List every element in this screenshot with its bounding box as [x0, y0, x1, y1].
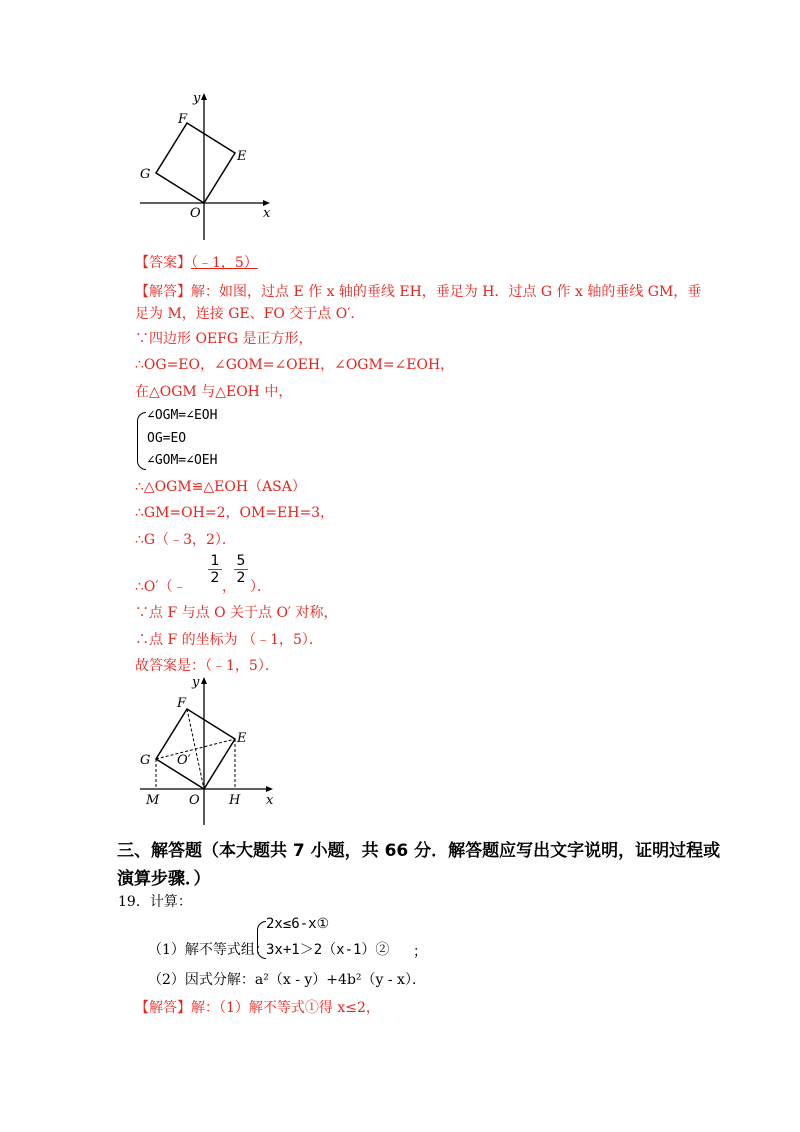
inequality-1: 2x≤6-x①	[266, 916, 330, 932]
fraction-2-num: 5	[236, 553, 246, 569]
solution-line-4: ∴OG=EO，∠GOM=∠OEH，∠OGM=∠EOH，	[135, 357, 455, 373]
fig2-label-H: H	[229, 793, 241, 808]
fig2-label-G: G	[140, 753, 151, 768]
system-eq-2: OG=EO	[147, 431, 187, 446]
system-brace	[137, 412, 146, 470]
solution-line-3: ∵四边形 OEFG 是正方形，	[135, 331, 313, 347]
inequality-brace	[257, 921, 266, 959]
solution-line-11: ∴点 F 的坐标为 （﹣1，5）．	[135, 632, 323, 648]
system-eq-1: ∠OGM=∠EOH	[147, 408, 218, 423]
fraction-1	[208, 553, 222, 586]
fig1-label-y: y	[193, 91, 201, 106]
system-eq-3: ∠GOM=∠OEH	[147, 453, 218, 468]
fig2-label-F: F	[177, 696, 187, 711]
fig2-label-Oprime: O′	[177, 753, 191, 768]
q19-solution-line	[135, 998, 380, 1018]
fig1-label-F: F	[178, 112, 188, 127]
fraction-1-den: 2	[208, 569, 222, 586]
fig2-label-x: x	[266, 793, 274, 808]
fig1-label-O: O	[190, 206, 201, 221]
fig2-label-O: O	[189, 793, 200, 808]
solution-line-2: 足为 M，连接 GE、FO 交于点 O′．	[135, 306, 365, 322]
solution-line-12: 故答案是：（﹣1，5）．	[135, 658, 279, 674]
question-19-label: 19．计算：	[118, 894, 192, 910]
fig2-label-y: y	[192, 675, 200, 690]
fig1-label-x: x	[263, 206, 271, 221]
fig2-label-M: M	[146, 793, 160, 808]
solution-line-10: ∵点 F 与点 O 关于点 O′ 对称，	[135, 605, 338, 621]
fraction-1-num: 1	[210, 553, 220, 569]
q19-part1-end: ；	[413, 944, 427, 960]
solution-text-1: 解：如图，过点 E 作 x 轴的垂线 EH，垂足为 H．过点 G 作 x 轴的垂线 GM，垂	[191, 284, 702, 300]
answer-tag: 【答案】	[135, 255, 191, 271]
solution-line-5: 在△OGM 与△EOH 中，	[135, 384, 293, 400]
solution-line-9c: ）．	[250, 579, 271, 595]
q19-solution-text: 解：（1）解不等式①得 x≤2，	[191, 1000, 380, 1016]
q19-solution-tag: 【解答】	[135, 1000, 191, 1016]
fraction-2	[234, 553, 248, 586]
solution-line-1	[135, 282, 701, 302]
fig2-label-E: E	[237, 731, 247, 746]
fig1-label-E: E	[237, 149, 247, 164]
solution-line-8: ∴G（﹣3，2）．	[135, 532, 236, 548]
answer-value: （﹣1，5）	[191, 255, 258, 271]
section-3-title-line-1: 三、解答题（本大题共 7 小题，共 66 分．解答题应写出文字说明，证明过程或	[117, 841, 721, 861]
answer-line	[135, 253, 258, 273]
q19-part2: （2）因式分解：a²（x - y）+4b²（y - x）．	[148, 972, 426, 988]
figure-1-square-on-axes	[130, 90, 280, 250]
solution-line-9a: ∴O′（﹣	[135, 579, 187, 595]
solution-line-9b: ，	[222, 579, 236, 595]
inequality-2: 3x+1＞2（x-1）②	[266, 942, 390, 958]
solution-tag: 【解答】	[135, 284, 191, 300]
q19-part1-label: （1）解不等式组：	[148, 942, 269, 958]
fig1-label-G: G	[140, 167, 151, 182]
section-3-title-line-2: 演算步骤．）	[117, 869, 211, 889]
solution-line-6: ∴△OGM≌△EOH（ASA）	[135, 479, 306, 495]
fraction-2-den: 2	[234, 569, 248, 586]
figure-2-square-with-construction	[130, 670, 280, 830]
solution-line-7: ∴GM=OH=2，OM=EH=3，	[135, 505, 335, 521]
